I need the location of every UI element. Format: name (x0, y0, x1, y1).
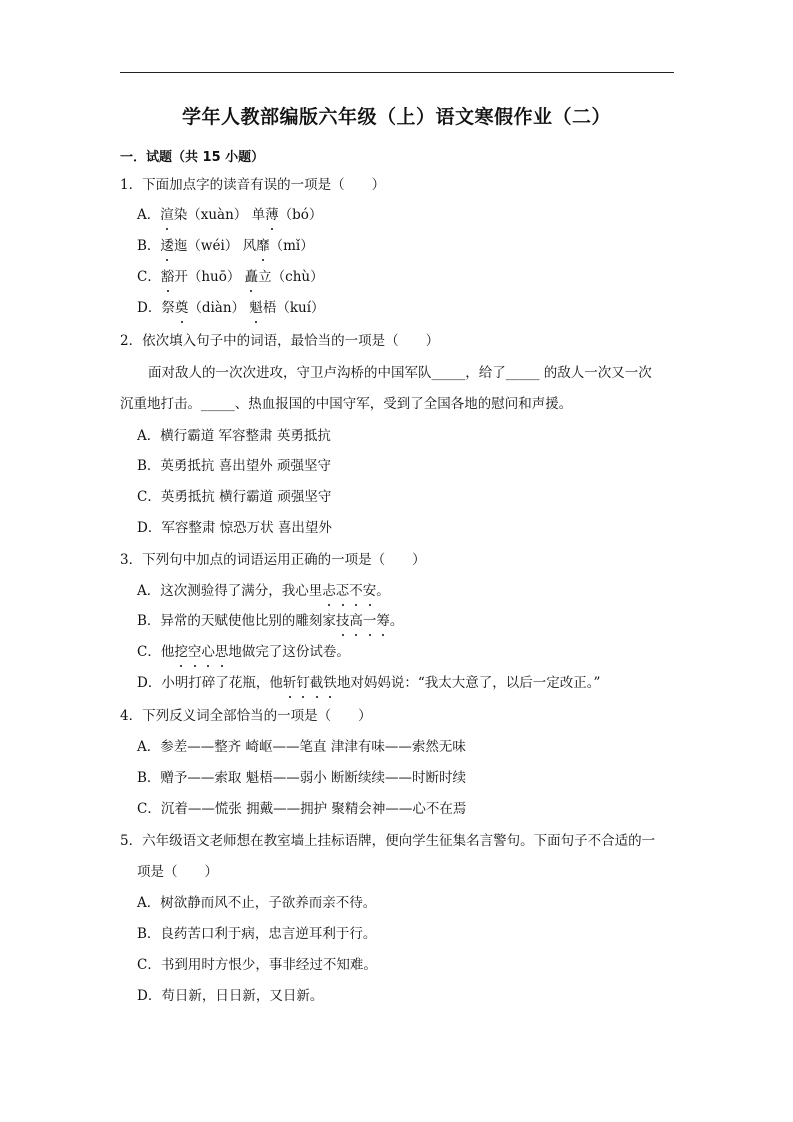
dotted-char: 忐 (322, 583, 336, 599)
question-5-option-c: C．书到用时方恨少，事非经过不知难。 (137, 957, 377, 973)
question-4-option-b: B．赠予——索取 魁梧——弱小 断断续续——时断时续 (137, 770, 467, 786)
option-text: 地做完了这份试卷。 (228, 644, 350, 660)
dotted-char: 挖 (174, 644, 188, 660)
dotted-char: 截 (309, 675, 324, 691)
dotted-char: 钉 (296, 675, 310, 691)
dotted-char: 奠 (174, 300, 189, 316)
question-2-passage-line-2: 沉重地打击。_____、热血报国的中国守军，受到了全国各地的慰问和声援。 (120, 396, 573, 412)
option-text: A． (137, 207, 161, 223)
option-text: C． (137, 269, 161, 285)
question-3-stem: 3．下列句中加点的词语运用正确的一项是（ ） (120, 552, 426, 568)
question-2-stem: 2．依次填入句子中的词语，最恰当的一项是（ ） (120, 333, 440, 349)
dotted-char: 铁 (323, 675, 337, 691)
option-text: C．他 (137, 644, 175, 660)
question-5-stem: 5．六年级语文老师想在教室墙上挂标语牌，便向学生征集名言警句。下面句子不合适的一 (120, 833, 656, 849)
question-4-option-a: A．参差——整齐 崎岖——笔直 津津有味——索然无味 (137, 739, 466, 755)
question-4-option-c: C．沉着——慌张 拥戴——拥护 聚精会神——心不在焉 (137, 801, 467, 817)
page-title: 学年人教部编版六年级（上）语文寒假作业（二） (181, 106, 611, 128)
question-3-option-b (137, 612, 403, 630)
question-1-option-c (137, 268, 324, 286)
question-5-option-b: B．良药苦口利于病，忠言逆耳利于行。 (137, 926, 377, 942)
question-3-option-a (137, 582, 390, 600)
dotted-char: 魁 (249, 300, 263, 316)
question-5-option-a: A．树欲静而风不止，子欲养而亲不待。 (137, 895, 377, 911)
question-1-option-a (137, 206, 322, 224)
option-text: B．异常的天赋使他比别的雕刻家 (137, 613, 336, 629)
question-4-stem: 4．下列反义词全部恰当的一项是（ ） (120, 708, 372, 724)
option-text: 。 (376, 583, 390, 599)
dotted-char: 忑 (335, 583, 350, 599)
question-1-option-d (137, 299, 325, 317)
section-heading: 一．试题（共 15 小题） (120, 150, 265, 165)
dotted-char: 薄 (265, 207, 279, 223)
option-text: 染（xuàn） 单 (173, 207, 266, 223)
dotted-char: 不 (349, 583, 363, 599)
question-2-option-d: D．军容整肃 惊恐万状 喜出望外 (137, 520, 332, 536)
option-text: 。 (389, 613, 404, 629)
dotted-char: 矗 (244, 269, 259, 285)
option-text: 开（huō） (174, 269, 245, 285)
option-text: 梧（kuí） (262, 300, 325, 316)
option-text: B． (137, 238, 161, 254)
option-text: （bó） (278, 207, 323, 223)
dotted-char: 靡 (256, 238, 270, 254)
question-5-stem-continued: 项是（ ） (137, 864, 218, 880)
question-2-option-a: A．横行霸道 军容整肃 英勇抵抗 (137, 428, 331, 444)
question-5-option-d: D．苟日新，日日新，又日新。 (137, 988, 324, 1004)
dotted-char: 豁 (160, 269, 175, 285)
dotted-char: 技 (335, 613, 350, 629)
option-text: （mǐ） (269, 238, 314, 254)
option-text: A．这次测验得了满分，我心里 (137, 583, 323, 599)
header-rule (120, 72, 674, 73)
option-text: 地对妈妈说：“我太大意了，以后一定改正。” (336, 675, 601, 691)
question-3-option-d (137, 674, 600, 692)
question-1-option-b (137, 237, 314, 255)
dotted-char: 渲 (160, 207, 174, 223)
option-text: （diàn） (188, 300, 250, 316)
question-2-option-b: B．英勇抵抗 喜出望外 顽强坚守 (137, 458, 332, 474)
dotted-char: 一 (362, 613, 377, 629)
dotted-char: 斩 (282, 675, 297, 691)
dotted-char: 空 (187, 644, 202, 660)
question-1-stem: 1．下面加点字的读音有误的一项是（ ） (120, 177, 386, 193)
option-text: D．小明打碎了花瓶，他 (137, 675, 283, 691)
dotted-char: 心 (201, 644, 215, 660)
option-text: 立（chù） (258, 269, 324, 285)
question-3-option-c (137, 643, 350, 661)
question-2-passage-line-1: 面对敌人的一次次进攻，守卫卢沟桥的中国军队_____，给了_____ 的敌人一次又一次 (148, 365, 652, 381)
dotted-char: 筹 (376, 613, 390, 629)
dotted-char: 思 (214, 644, 229, 660)
option-text: 迤（wéi） 风 (173, 238, 257, 254)
question-2-option-c: C．英勇抵抗 横行霸道 顽强坚守 (137, 489, 332, 505)
dotted-char: 高 (349, 613, 363, 629)
dotted-char: 逶 (160, 238, 174, 254)
dotted-char: 安 (362, 583, 377, 599)
option-text: D．祭 (137, 300, 175, 316)
